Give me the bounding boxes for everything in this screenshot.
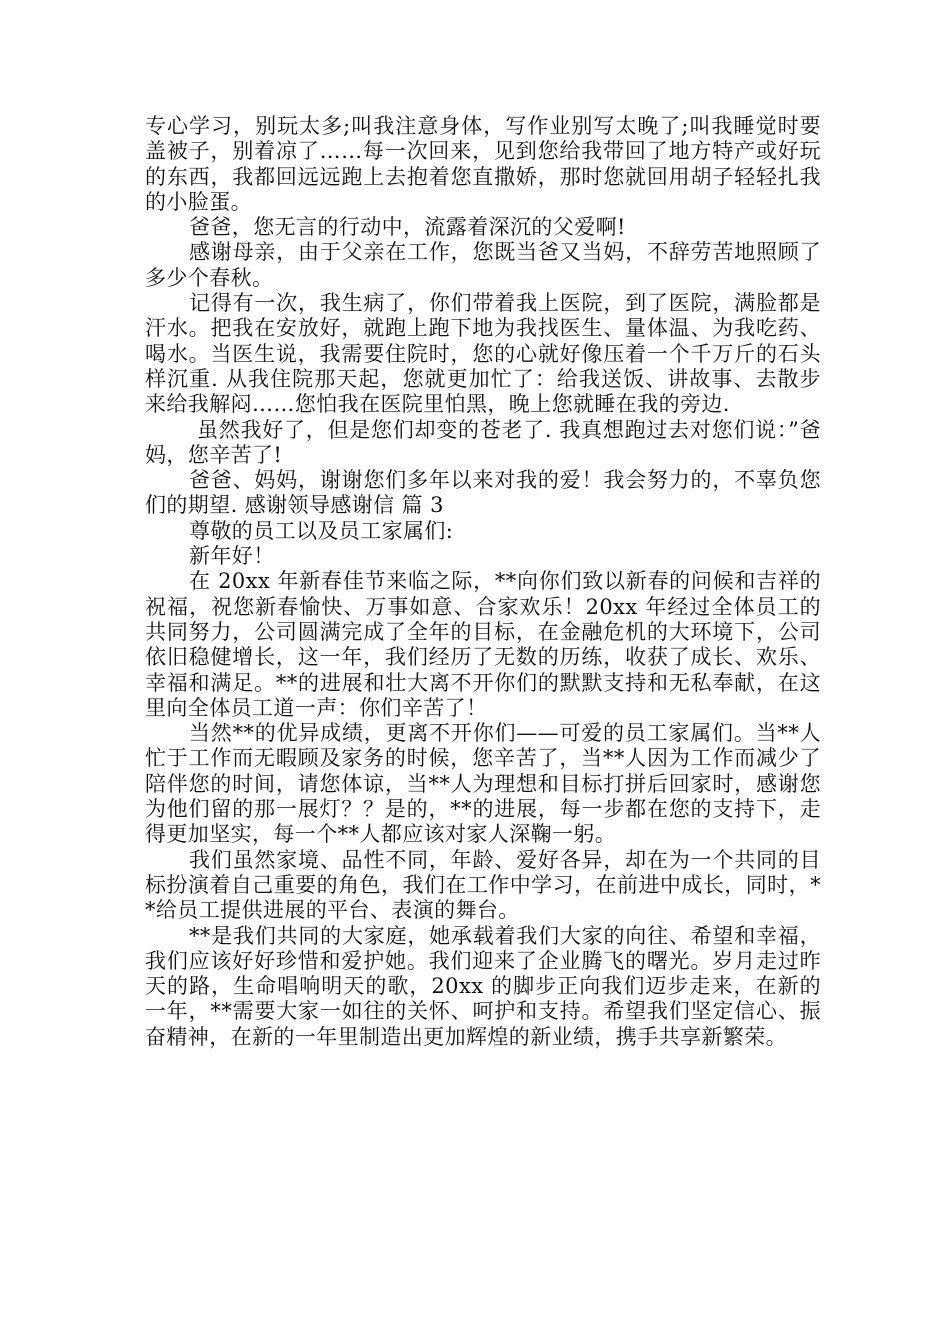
paragraph-new-year-wishes: 在 20xx 年新春佳节来临之际，**向你们致以新春的问候和吉祥的祝福，祝您新春愉快、万事如意、合家欢乐！20xx 年经过全体员工的共同努力，公司圆满完成了全年的目标，在金融危机的大环境下，公司依旧稳健增长，这一年，我们经历了无数的历练，收获了成长、欢乐、幸福和满足。**的进展和壮大离不开你们的默默支持和无私奉献，在这里向全体员工道一声：你们辛苦了！: [145, 569, 821, 720]
paragraph-father-love: 爸爸，您无言的行动中，流露着深沉的父爱啊!: [189, 215, 626, 240]
letter-greeting: 新年好！: [189, 544, 275, 569]
letter-salutation: 尊敬的员工以及员工家属们:: [189, 518, 454, 543]
paragraph-continuation: 专心学习，别玩太多;叫我注意身体，写作业别写太晚了;叫我睡觉时要盖被子，别着凉了……每一次回来，见到您给我带回了地方特产或好玩的东西，我都回远远跑上去抱着您直撒娇，那时您就回用胡子轻轻扎我的小脸蛋。: [145, 114, 821, 214]
paragraph-thanks-parents: 爸爸、妈妈，谢谢您们多年以来对我的爱！我会努力的，不辜负您们的期望. 感谢领导感谢信 篇 3: [145, 468, 821, 518]
paragraph-thank-mother: 感谢母亲，由于父亲在工作，您既当爸又当妈，不辞劳苦地照顾了多少个春秋。: [145, 240, 821, 290]
paragraph-hospital-memory: 记得有一次，我生病了，你们带着我上医院，到了医院，满脸都是汗水。把我在安放好，就跑上跑下地为我找医生、量体温、为我吃药、喝水。当医生说，我需要住院时，您的心就好像压着一个千万斤的石头样沉重. 从我住院那天起，您就更加忙了：给我送饭、讲故事、去散步来给我解闷……您怕我在医院里怕黑，晚上您就睡在我的旁边.: [145, 291, 821, 417]
paragraph-shared-goal: 我们虽然家境、品性不同，年龄、爱好各异，却在为一个共同的目标扮演着自己重要的角色，我们在工作中学习，在前进中成长，同时，**给员工提供进展的平台、表演的舞台。: [145, 847, 821, 923]
paragraph-big-family: **是我们共同的大家庭，她承载着我们大家的向往、希望和幸福，我们应该好好珍惜和爱护她。我们迎来了企业腾飞的曙光。岁月走过昨天的路，生命唱响明天的歌，20xx 的脚步正向我们迈步走来，在新的一年，**需要大家一如往的关怀、呵护和支持。希望我们坚定信心、振奋精神，在新的一年里制造出更加辉煌的新业绩，携手共享新繁荣。: [145, 923, 821, 1049]
document-page: [145, 114, 821, 1050]
paragraph-parents-aged: 虽然我好了，但是您们却变的苍老了. 我真想跑过去对您们说：”爸妈，您辛苦了!: [145, 417, 821, 467]
paragraph-families-thanks: 当然**的优异成绩，更离不开你们——可爱的员工家属们。当**人忙于工作而无暇顾及家务的时候，您辛苦了，当**人因为工作而减少了陪伴您的时间，请您体谅，当**人为理想和目标打拼后回家时，感谢您为他们留的那一展灯？？是的，**的进展，每一步都在您的支持下，走得更加坚实，每一个**人都应该对家人深鞠一躬。: [145, 721, 821, 847]
